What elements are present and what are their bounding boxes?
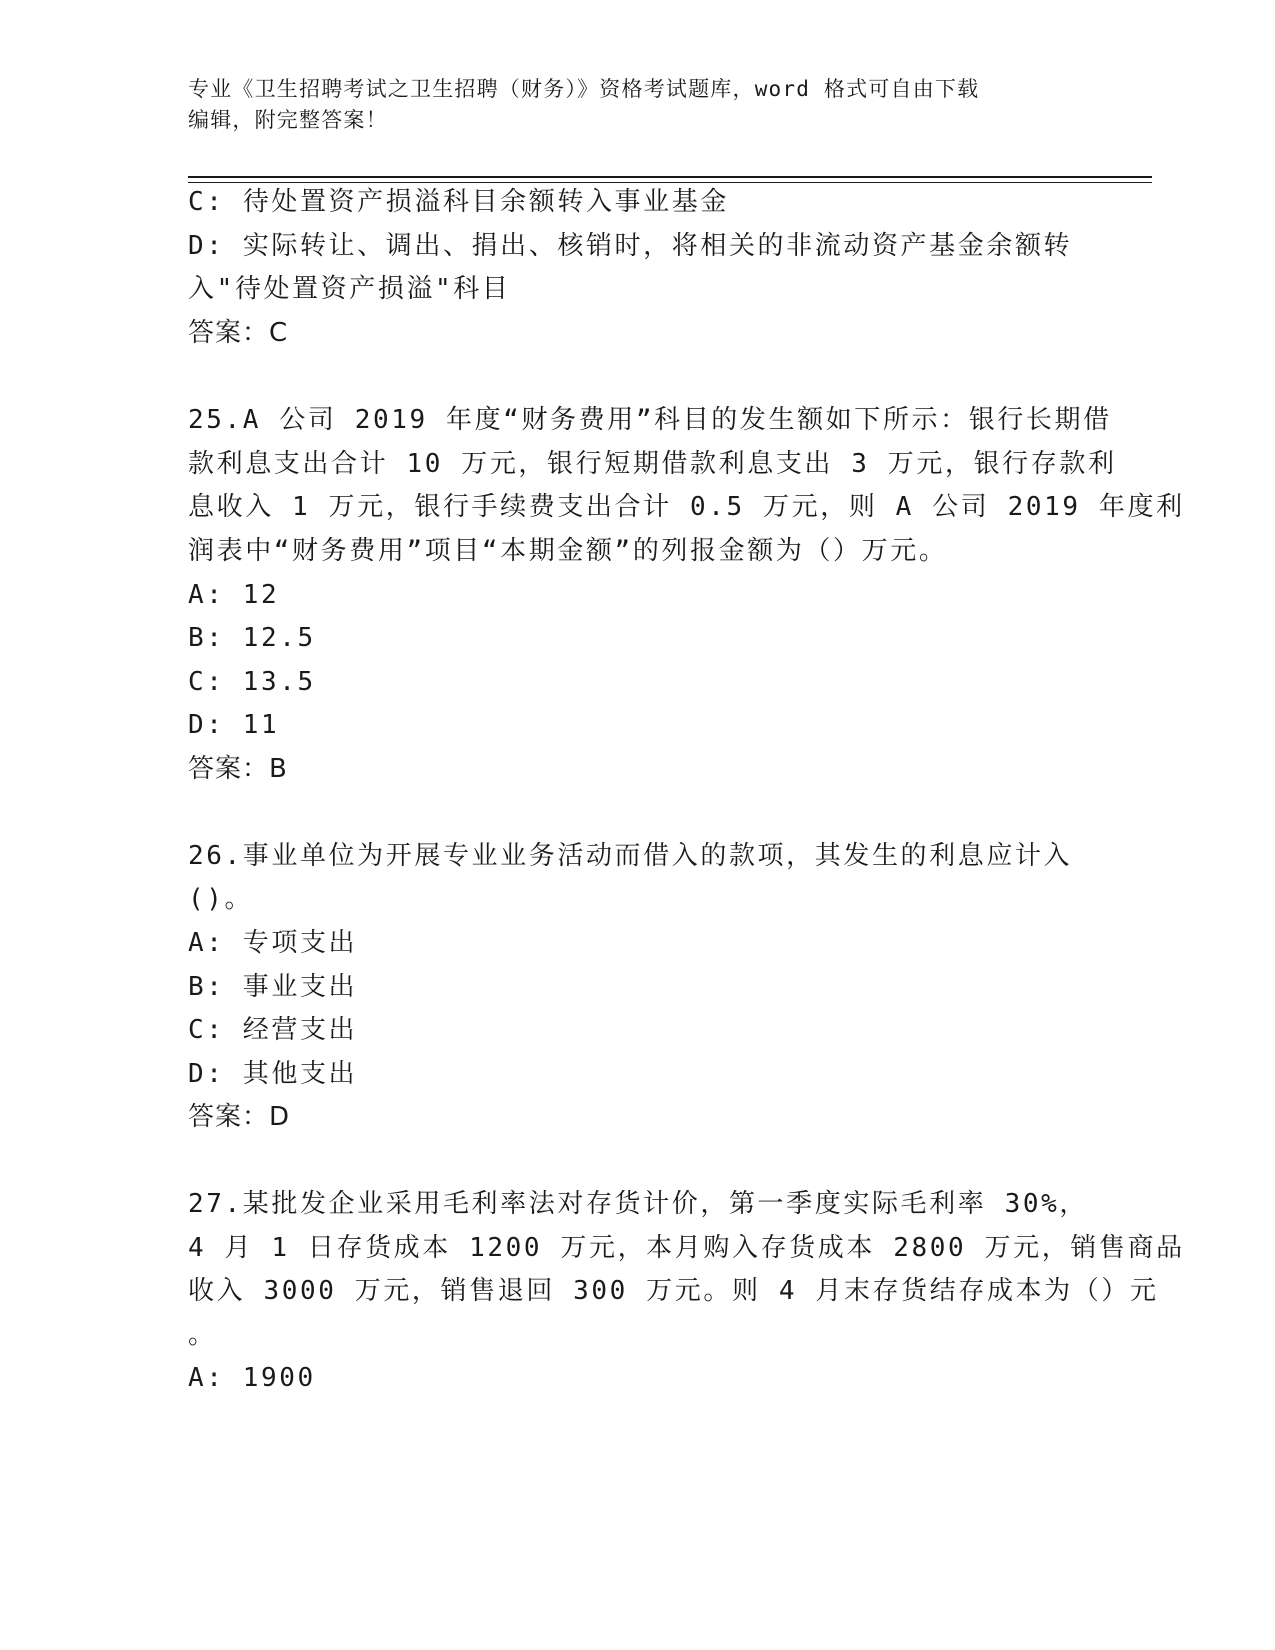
question-27-option-a: A: 1900 [188,1363,316,1393]
question-26-answer: 答案：D [188,1102,291,1132]
question-26-stem-line-1: 26.事业单位为开展专业业务活动而借入的款项，其发生的利息应计入 [188,841,1073,871]
question-25-stem-line-4: 润表中“财务费用”项目“本期金额”的列报金额为（）万元。 [188,536,948,566]
question-25-option-b: B: 12.5 [188,623,316,653]
option-d-line-2: 入"待处置资产损溢"科目 [188,274,511,304]
question-25-stem-line-2: 款利息支出合计 10 万元，银行短期借款利息支出 3 万元，银行存款利 [188,449,1117,479]
header-line-2: 编辑，附完整答案！ [188,108,388,132]
question-27-stem-line-2: 4 月 1 日存货成本 1200 万元，本月购入存货成本 2800 万元，销售商品 [188,1233,1185,1263]
question-25-answer: 答案：B [188,754,288,784]
question-27-stem-line-3: 收入 3000 万元，销售退回 300 万元。则 4 月末存货结存成本为（）元 [188,1276,1159,1306]
question-26-stem-line-2: ()。 [188,884,254,914]
question-25-stem-line-3: 息收入 1 万元，银行手续费支出合计 0.5 万元，则 A 公司 2019 年度利 [188,492,1185,522]
question-26-option-a: A: 专项支出 [188,928,358,958]
question-25-option-c: C: 13.5 [188,667,316,697]
option-c: C: 待处置资产损溢科目余额转入事业基金 [188,187,729,217]
header-divider-thick [188,176,1152,178]
question-26-option-b: B: 事业支出 [188,972,358,1002]
question-27-stem-line-4: 。 [188,1320,217,1350]
header-line-1: 专业《卫生招聘考试之卫生招聘（财务）》资格考试题库，word 格式可自由下载 [188,77,980,101]
answer-line: 答案：C [188,318,289,348]
question-25-option-a: A: 12 [188,580,280,610]
header-divider-thin [188,182,1152,183]
question-26-option-c: C: 经营支出 [188,1015,358,1045]
question-27-stem-line-1: 27.某批发企业采用毛利率法对存货计价，第一季度实际毛利率 30%， [188,1189,1088,1219]
question-25-stem-line-1: 25.A 公司 2019 年度“财务费用”科目的发生额如下所示：银行长期借 [188,405,1112,435]
document-header [188,74,1088,136]
question-25-option-d: D: 11 [188,710,280,740]
option-d-line-1: D: 实际转让、调出、捐出、核销时，将相关的非流动资产基金余额转 [188,231,1073,261]
question-26-option-d: D: 其他支出 [188,1059,358,1089]
